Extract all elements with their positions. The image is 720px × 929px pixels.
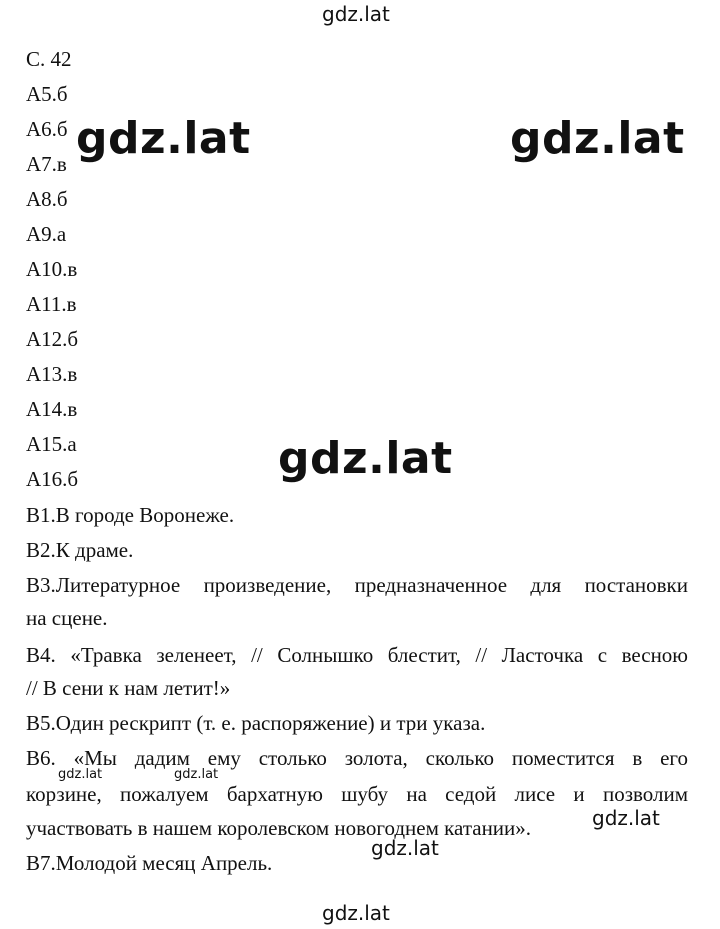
answer-b1: В1.В городе Воронеже.: [26, 503, 235, 527]
answer-a8: А8.б: [26, 187, 68, 211]
answer-b6-line2: корзине, пожалуем бархатную шубу на седой лисе и позволим: [26, 782, 688, 806]
answer-a6: А6.б: [26, 117, 68, 141]
watermark-big-left: gdz.lat: [76, 113, 251, 164]
answer-a7: А7.в: [26, 152, 67, 176]
answer-a13: А13.в: [26, 362, 78, 386]
watermark-small-a: gdz.lat: [58, 767, 103, 782]
answer-b6-line1: В6. «Мы дадим ему столько золота, сколько поместится в его: [26, 746, 688, 770]
watermark-big-center: gdz.lat: [278, 433, 453, 484]
answer-a16: А16.б: [26, 467, 79, 491]
answer-a10: А10.в: [26, 257, 78, 281]
answer-b3-line1: В3.Литературное произведение, предназначенное для постановки: [26, 573, 688, 597]
answer-b4-line1: В4. «Травка зеленеет, // Солнышко блестит, // Ласточка с весною: [26, 643, 688, 667]
answer-b5: В5.Один рескрипт (т. е. распоряжение) и три указа.: [26, 711, 486, 735]
answer-b2: В2.К драме.: [26, 538, 134, 562]
answer-b3-line2: на сцене.: [26, 606, 108, 630]
answer-a12: А12.б: [26, 327, 79, 351]
answer-a5: А5.б: [26, 82, 68, 106]
watermark-bottom: gdz.lat: [322, 901, 390, 925]
watermark-mid-right: gdz.lat: [592, 806, 660, 830]
answer-a15: А15.а: [26, 432, 77, 456]
answer-b4-line2: // В сени к нам летит!»: [26, 676, 231, 700]
watermark-small-b: gdz.lat: [174, 767, 219, 782]
answer-b6-line3: участвовать в нашем королевском новогоднем катании».: [26, 816, 532, 840]
answer-a11: А11.в: [26, 292, 77, 316]
watermark-mid-center: gdz.lat: [371, 836, 439, 860]
answer-a9: А9.а: [26, 222, 67, 246]
page-number: С. 42: [26, 47, 72, 71]
watermark-top: gdz.lat: [322, 2, 390, 26]
answer-a14: А14.в: [26, 397, 78, 421]
watermark-big-right: gdz.lat: [510, 113, 685, 164]
answer-b7: В7.Молодой месяц Апрель.: [26, 851, 273, 875]
